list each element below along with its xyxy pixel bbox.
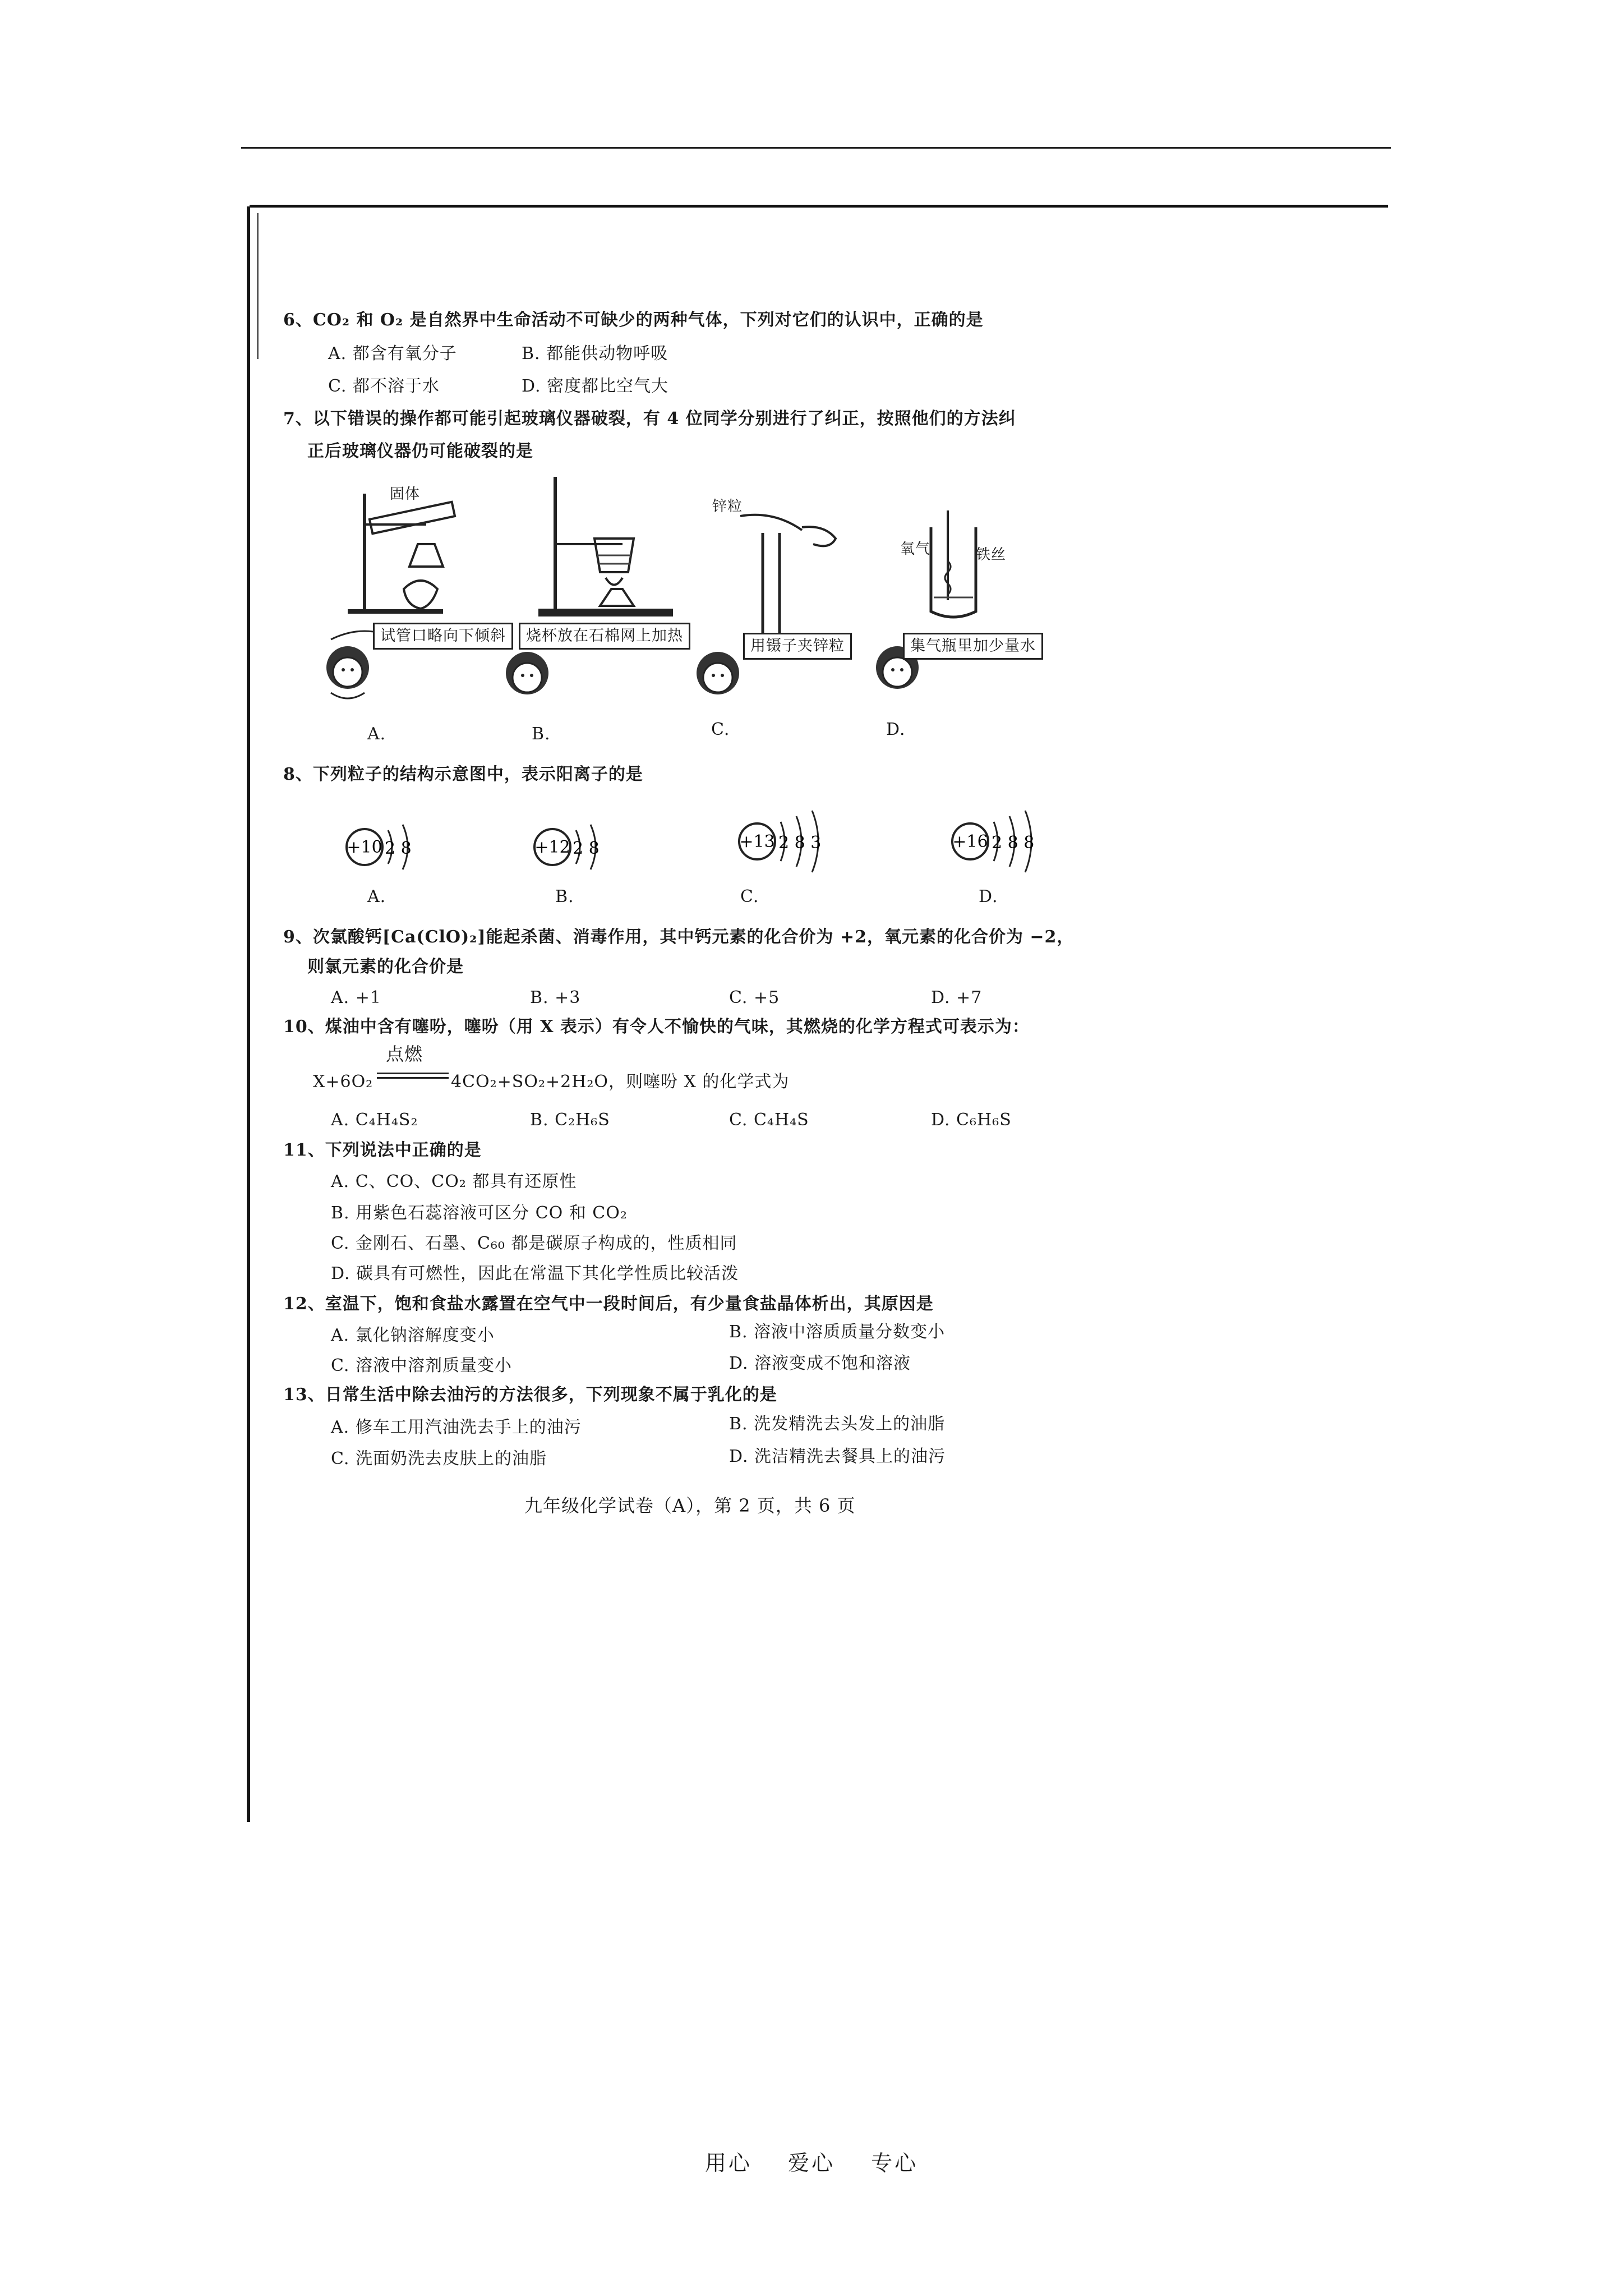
q9-option-a: A. +1 [331,988,381,1007]
motto-2: 爱心 [787,2151,835,2175]
q10-equation-arrow-line-2 [377,1077,449,1079]
q9-option-c: C. +5 [729,988,780,1007]
q8-structure-c [729,797,875,892]
q7-figure-d-tag: 氧气 [900,541,931,558]
q6-stem: 6、CO₂ 和 O₂ 是自然界中生命活动不可缺少的两种气体，下列对它们的认识中，正确的是 [283,310,984,330]
q8-structure-b [524,808,648,886]
q12-option-a: A. 氯化钠溶解度变小 [331,1326,495,1345]
q8-label-a: A. [367,887,386,907]
q13-option-b: B. 洗发精洗去头发上的油脂 [729,1414,946,1434]
q8-stem: 8、下列粒子的结构示意图中，表示阳离子的是 [283,765,643,784]
q8-structure-a [336,808,460,886]
q10-equation-right: 4CO₂+SO₂+2H₂O，则噻吩 X 的化学式为 [451,1072,790,1092]
q7-bubble-c: 用镊子夹锌粒 [743,633,852,660]
q7-figure-d [864,505,1066,707]
q7-figure-c-tag: 锌粒 [712,498,743,515]
q12-stem: 12、室温下，饱和食盐水露置在空气中一段时间后，有少量食盐晶体析出，其原因是 [283,1294,934,1314]
q10-option-d: D. C₆H₆S [931,1110,1012,1130]
q7-label-d: D. [886,720,906,739]
q12-option-d: D. 溶液变成不饱和溶液 [729,1354,911,1373]
q6-option-b: B. 都能供动物呼吸 [522,344,668,364]
q8-label-b: B. [555,887,574,907]
q6-option-a: A. 都含有氧分子 [328,344,457,364]
q13-stem: 13、日常生活中除去油污的方法很多，下列现象不属于乳化的是 [283,1385,777,1405]
q7-label-c: C. [711,720,730,739]
q8-structure-d [942,797,1088,892]
q10-option-b: B. C₂H₆S [530,1110,610,1130]
q11-option-d: D. 碳具有可燃性，因此在常温下其化学性质比较活泼 [331,1264,739,1283]
q12-option-c: C. 溶液中溶剂质量变小 [331,1356,512,1375]
q7-figure-a-tag: 固体 [390,486,421,503]
q7-stem-line2: 正后玻璃仪器仍可能破裂的是 [307,441,533,461]
q10-option-c: C. C₄H₄S [729,1110,809,1130]
q7-figure-d-tag2: 铁丝 [976,546,1007,563]
q12-option-b: B. 溶液中溶质质量分数变小 [729,1322,946,1342]
q7-label-b: B. [532,724,551,744]
q10-equation-arrow-line [377,1073,449,1074]
q8-shells-c: 2 8 3 [778,833,822,853]
q7-bubble-a: 试管口略向下倾斜 [373,623,513,650]
q8-nucleus-d: +16 [952,832,988,852]
q8-nucleus-c: +13 [739,832,775,852]
q11-option-a: A. C、CO、CO₂ 都具有还原性 [331,1172,577,1191]
q6-option-c: C. 都不溶于水 [328,376,440,396]
q7-stem-line1: 7、以下错误的操作都可能引起玻璃仪器破裂，有 4 位同学分别进行了纠正，按照他们的方法纠 [283,409,1016,429]
q7-figure-c [684,505,869,707]
q8-nucleus-b: +12 [534,838,570,857]
q9-stem-line1: 9、次氯酸钙[Ca(ClO)₂]能起杀菌、消毒作用，其中钙元素的化合价为 +2，氧元素的化合价为 −2， [283,927,1075,947]
document-footer [0,2146,1623,2177]
q9-option-b: B. +3 [530,988,581,1007]
q11-stem: 11、下列说法中正确的是 [283,1140,482,1160]
q11-option-b: B. 用紫色石蕊溶液可区分 CO 和 CO₂ [331,1203,628,1223]
q13-option-c: C. 洗面奶洗去皮肤上的油脂 [331,1449,547,1469]
q10-condition: 点燃 [386,1043,423,1065]
q6-option-d: D. 密度都比空气大 [522,376,669,396]
q10-equation-left: X+6O₂ [313,1072,374,1092]
q7-bubble-b: 烧杯放在石棉网上加热 [519,623,690,650]
motto-3: 专心 [871,2151,919,2175]
q10-option-a: A. C₄H₄S₂ [331,1110,418,1130]
q8-shells-a: 2 8 [385,839,412,858]
q11-option-c: C. 金刚石、石墨、C₆₀ 都是碳原子构成的，性质相同 [331,1234,737,1253]
q8-shells-d: 2 8 8 [992,833,1035,853]
q8-label-c: C. [740,887,759,907]
q8-shells-b: 2 8 [573,839,600,858]
q13-option-d: D. 洗洁精洗去餐具上的油污 [729,1447,946,1466]
page-number-footer: 九年级化学试卷（A），第 2 页，共 6 页 [524,1495,856,1516]
q8-nucleus-a: +10 [347,838,382,857]
q13-option-a: A. 修车工用汽油洗去手上的油污 [331,1418,582,1437]
q7-label-a: A. [367,724,386,744]
q8-label-d: D. [979,887,998,907]
q9-option-d: D. +7 [931,988,983,1007]
q7-bubble-d: 集气瓶里加少量水 [903,633,1043,660]
motto-1: 用心 [704,2151,752,2175]
q9-stem-line2: 则氯元素的化合价是 [307,957,464,977]
q10-stem: 10、煤油中含有噻吩，噻吩（用 X 表示）有令人不愉快的气味，其燃烧的化学方程式可表示为： [283,1017,1030,1037]
q7-figure-b [494,471,695,707]
